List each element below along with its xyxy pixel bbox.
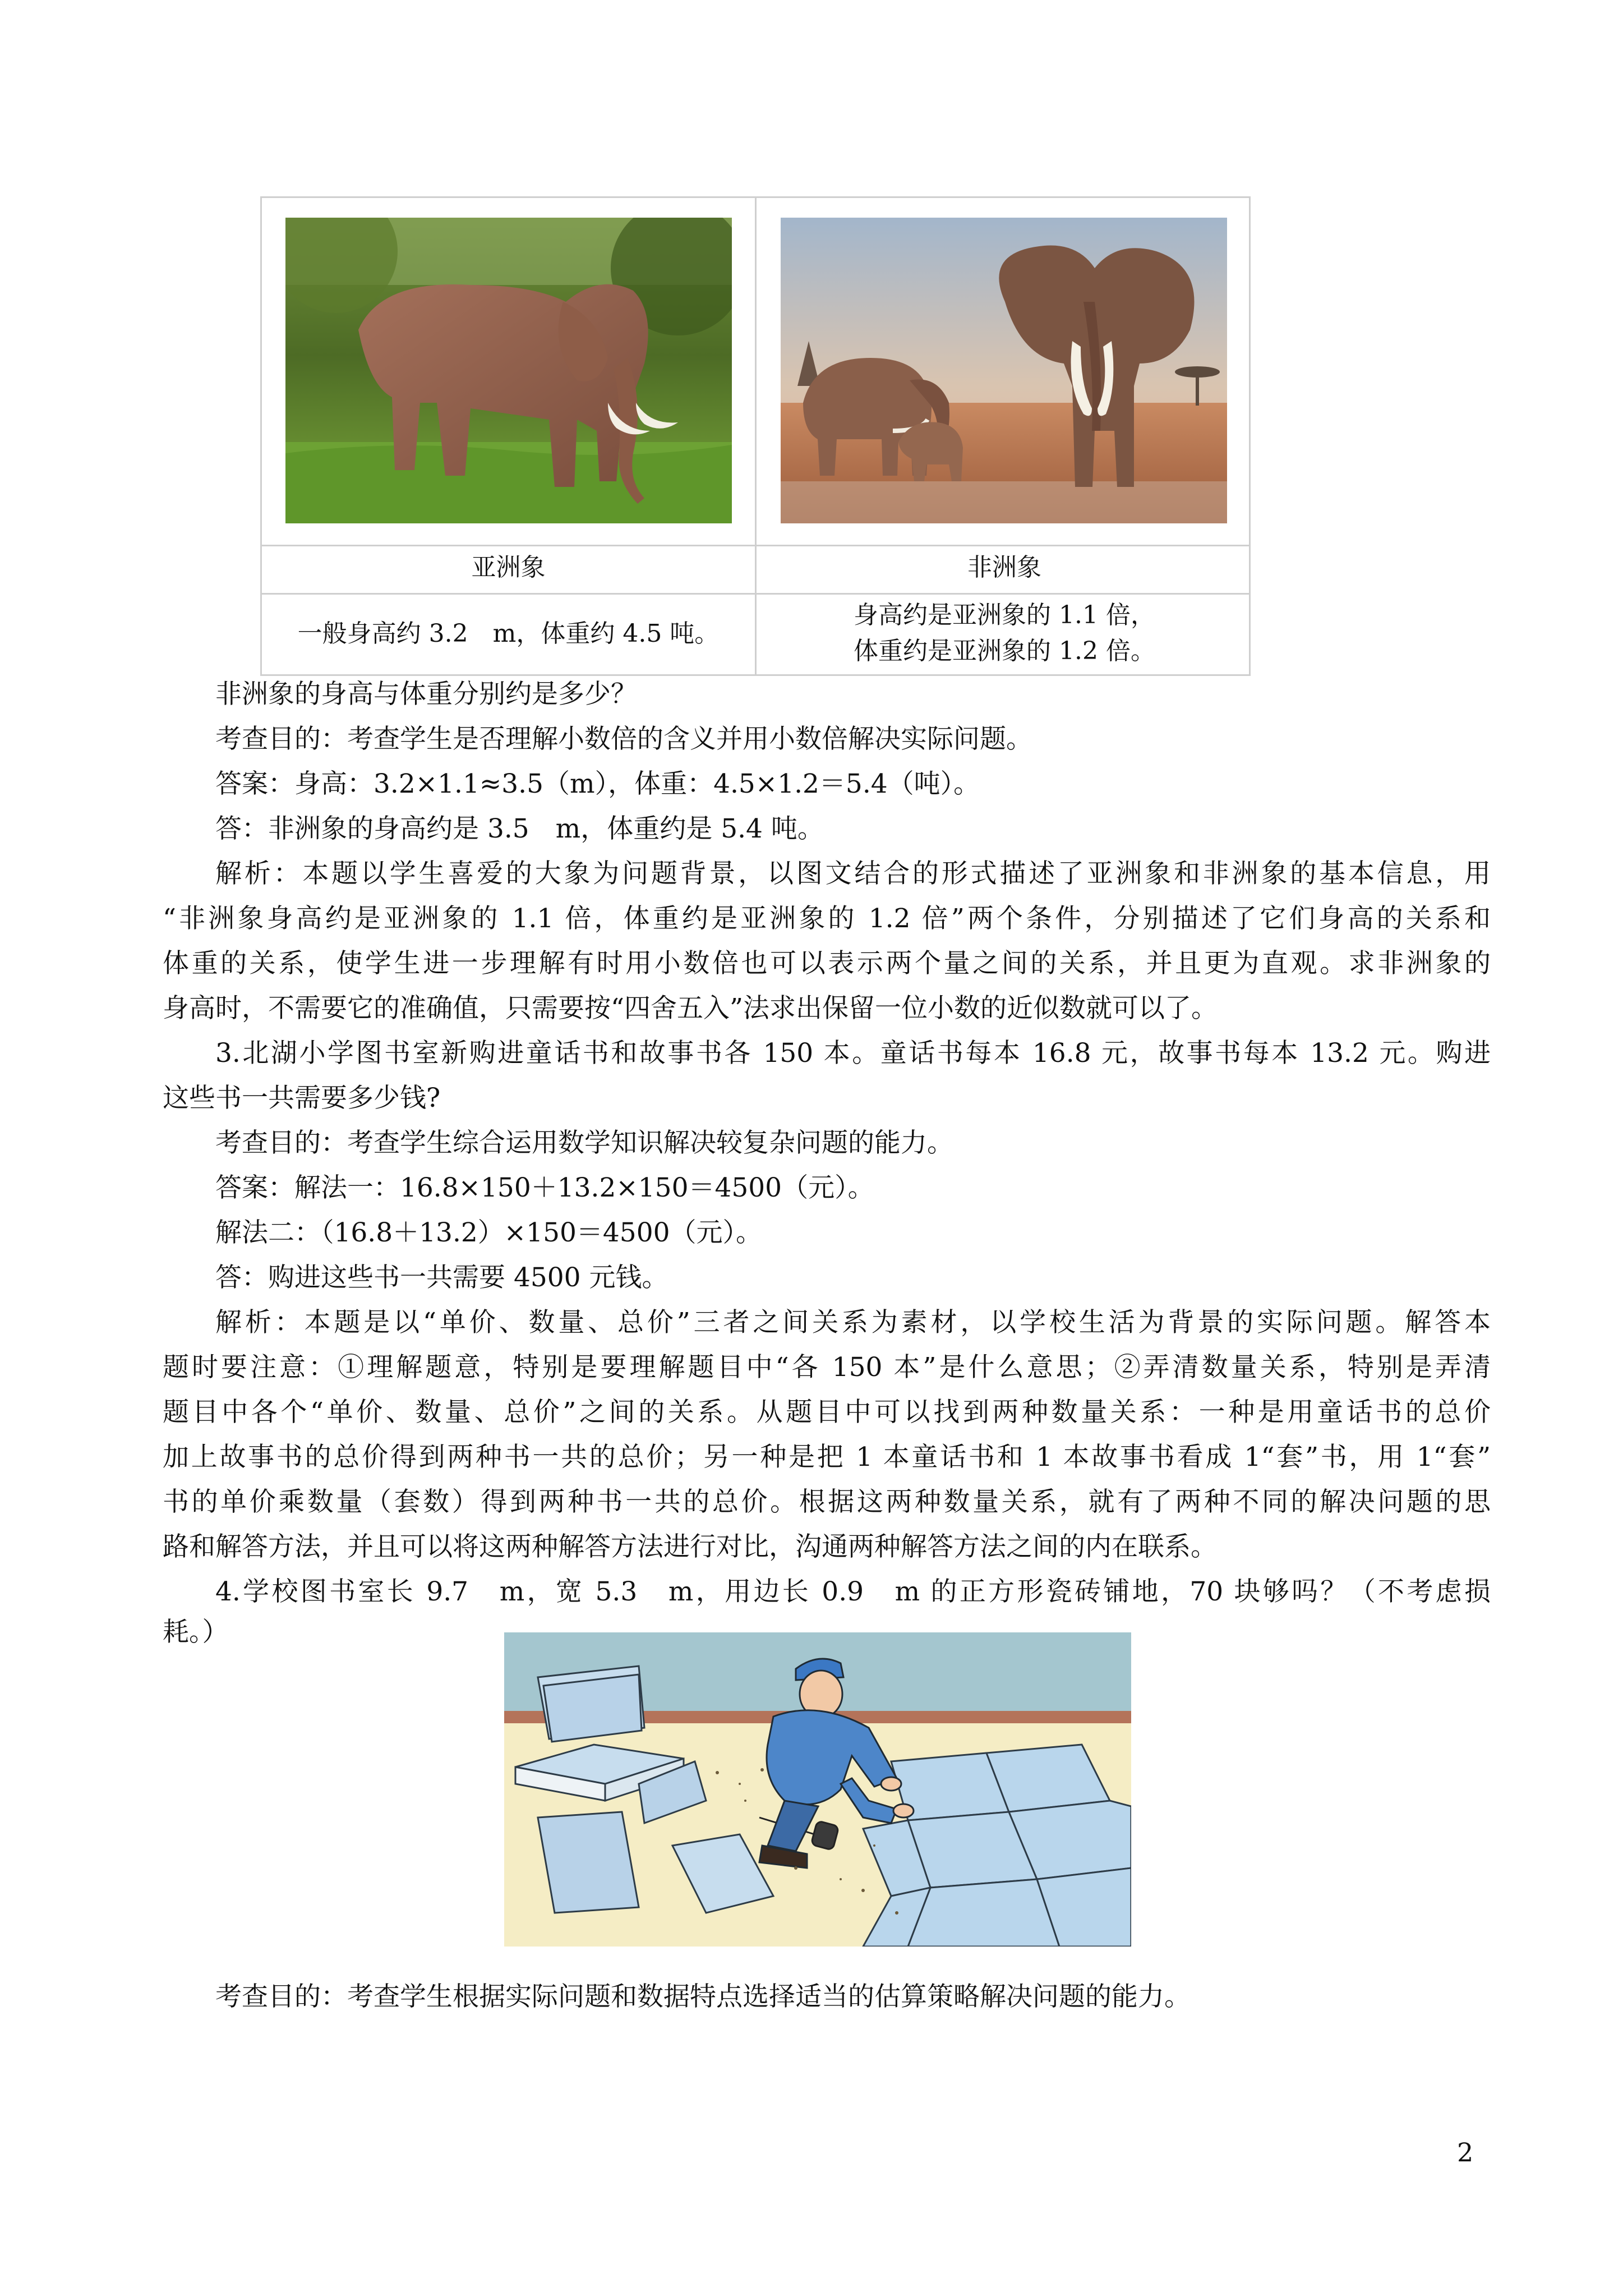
african-elephants-photo xyxy=(781,218,1227,523)
text-line: 体重的关系，使学生进一步理解有时用小数倍也可以表示两个量之间的关系，并且更为直观。求非洲象的 xyxy=(163,948,1491,979)
text-line: 答案：身高：3.2×1.1≈3.5（m），体重：4.5×1.2＝5.4（吨）。 xyxy=(215,769,980,799)
african-elephant-header: 非洲象 xyxy=(967,553,1041,582)
text-line: 4.学校图书室长 9.7 m，宽 5.3 m，用边长 0.9 m 的正方形瓷砖铺地，70 块够吗？（不考虑损 xyxy=(215,1576,1491,1607)
elephant-comparison-table xyxy=(260,196,1251,676)
asian-elephant-description: 一般身高约 3.2 m，体重约 4.5 吨。 xyxy=(297,619,720,648)
text-line: 考查目的：考查学生综合运用数学知识解决较复杂问题的能力。 xyxy=(215,1128,953,1158)
text-line: 题时要注意：①理解题意，特别是要理解题目中“各 150 本”是什么意思；②弄清数量关系，特别是弄清 xyxy=(163,1352,1491,1383)
page-number: 2 xyxy=(1457,2137,1474,2168)
text-line: 考查目的：考查学生根据实际问题和数据特点选择适当的估算策略解决问题的能力。 xyxy=(215,1981,1191,2012)
text-line: 解法二：（16.8＋13.2）×150＝4500（元）。 xyxy=(215,1217,762,1248)
text-line: 答：购进这些书一共需要 4500 元钱。 xyxy=(215,1262,668,1293)
text-line: 答：非洲象的身高约是 3.5 m，体重约是 5.4 吨。 xyxy=(215,813,824,844)
text-line: 题目中各个“单价、数量、总价”之间的关系。从题目中可以找到两种数量关系：一种是用童话书的总价 xyxy=(163,1397,1491,1428)
african-elephant-description-2: 体重约是亚洲象的 1.2 倍。 xyxy=(854,637,1155,665)
text-line: 解析：本题以学生喜爱的大象为问题背景，以图文结合的形式描述了亚洲象和非洲象的基本信息，用 xyxy=(215,858,1491,889)
asian-elephant-header: 亚洲象 xyxy=(471,553,546,582)
asian-elephant-photo xyxy=(285,218,732,523)
text-line: 答案：解法一：16.8×150＋13.2×150＝4500（元）。 xyxy=(215,1172,874,1203)
text-line: 考查目的：考查学生是否理解小数倍的含义并用小数倍解决实际问题。 xyxy=(215,724,1032,754)
text-line: 3.北湖小学图书室新购进童话书和故事书各 150 本。童话书每本 16.8 元，故事书每本 13.2 元。购进 xyxy=(215,1038,1491,1069)
african-elephant-description-1: 身高约是亚洲象的 1.1 倍， xyxy=(854,601,1155,629)
text-line: 路和解答方法，并且可以将这两种解答方法进行对比，沟通两种解答方法之间的内在联系。 xyxy=(163,1531,1217,1562)
text-line: 耗。） xyxy=(163,1617,229,1648)
table-divider xyxy=(262,545,1249,546)
text-line: 解析：本题是以“单价、数量、总价”三者之间关系为素材，以学校生活为背景的实际问题。解答本 xyxy=(215,1307,1491,1338)
text-line: 加上故事书的总价得到两种书一共的总价；另一种是把 1 本童话书和 1 本故事书看成 1“套”书，用 1“套” xyxy=(163,1442,1491,1473)
text-line: 身高时，不需要它的准确值，只需要按“四舍五入”法求出保留一位小数的近似数就可以了。 xyxy=(163,993,1218,1024)
text-line: 这些书一共需要多少钱? xyxy=(163,1083,441,1114)
tiling-worker-illustration xyxy=(504,1632,1131,1947)
text-line: 非洲象的身高与体重分别约是多少？ xyxy=(215,679,637,710)
table-divider xyxy=(262,593,1249,595)
text-line: “非洲象身高约是亚洲象的 1.1 倍，体重约是亚洲象的 1.2 倍”两个条件，分别描述了它们身高的关系和 xyxy=(163,903,1491,934)
text-line: 书的单价乘数量（套数）得到两种书一共的总价。根据这两种数量关系，就有了两种不同的解决问题的思 xyxy=(163,1487,1491,1517)
